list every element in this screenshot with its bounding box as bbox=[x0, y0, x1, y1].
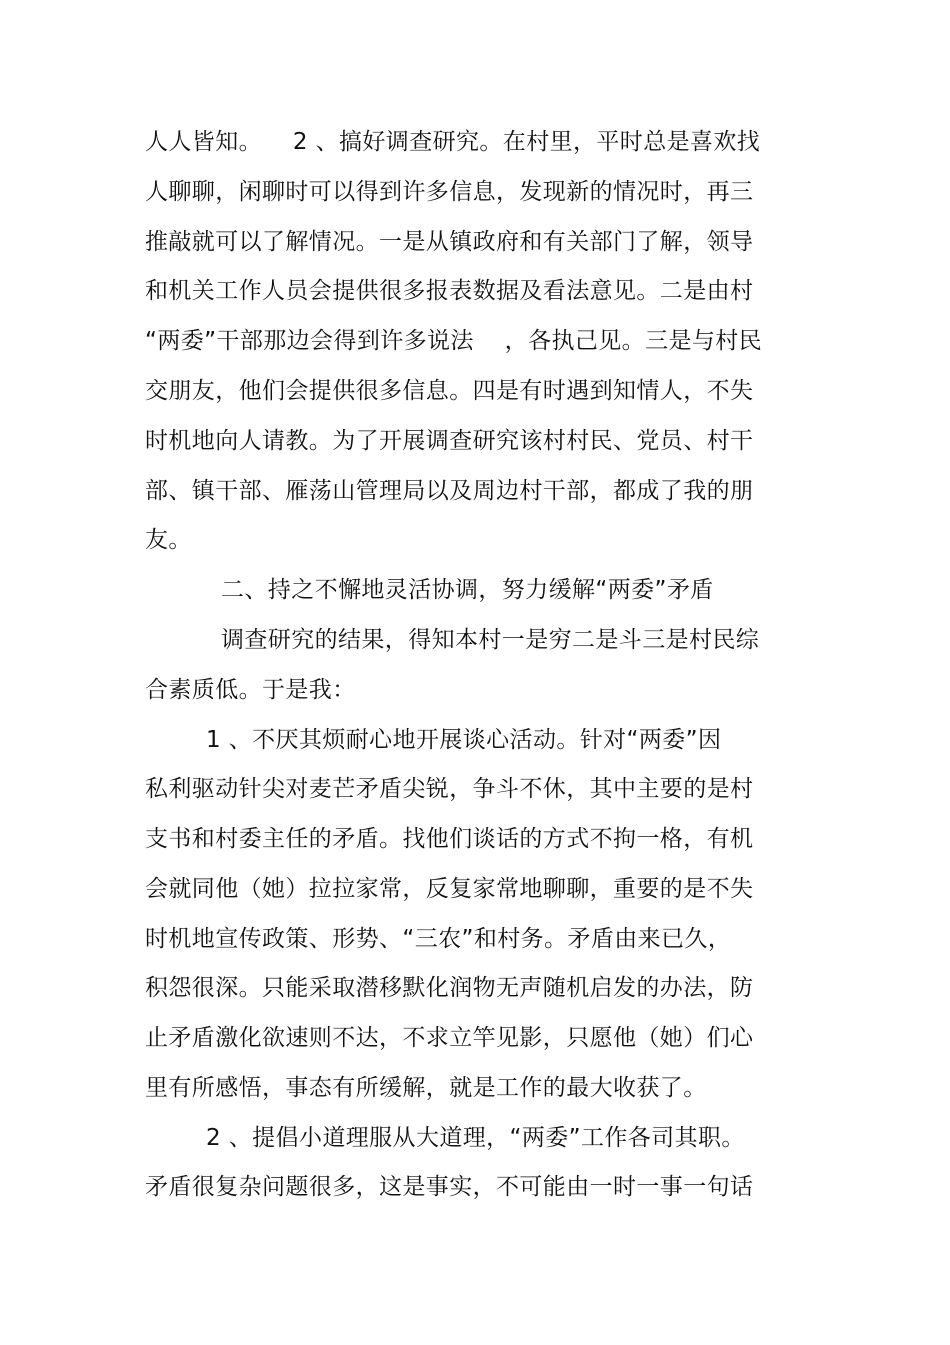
text-line: 私利驱动针尖对麦芒矛盾尖锐，争斗不休，其中主要的是村 bbox=[145, 776, 754, 802]
text-line: 止矛盾激化欲速则不达，不求立竿见影，只愿他（她）们心 bbox=[145, 1025, 754, 1051]
text-line: 推敲就可以了解情况。一是从镇政府和有关部门了解，领导 bbox=[145, 229, 754, 255]
text-line: 部、镇干部、雁荡山管理局以及周边村干部，都成了我的朋 bbox=[145, 478, 754, 504]
text-line: 积怨很深。只能采取潜移默化润物无声随机启发的办法，防 bbox=[145, 975, 754, 1001]
text-line: 里有所感悟，事态有所缓解，就是工作的最大收获了。 bbox=[145, 1075, 707, 1101]
text-line: 人聊聊，闲聊时可以得到许多信息，发现新的情况时，再三 bbox=[145, 179, 754, 205]
text-line: “两委”干部那边会得到许多说法 ，各执己见。三是与村民 bbox=[145, 328, 763, 354]
text-line: 支书和村委主任的矛盾。找他们谈话的方式不拘一格，有机 bbox=[145, 826, 754, 852]
text-line: 人人皆知。 2 、搞好调查研究。在村里，平时总是喜欢找 bbox=[145, 129, 761, 155]
text-line: 1 、不厌其烦耐心地开展谈心活动。针对“两委”因 bbox=[206, 727, 722, 753]
text-line: 合素质低。于是我： bbox=[145, 677, 356, 703]
text-line: 会就同他（她）拉拉家常，反复家常地聊聊，重要的是不失 bbox=[145, 876, 754, 902]
text-line: 时机地向人请教。为了开展调查研究该村村民、党员、村干 bbox=[145, 428, 754, 454]
text-line: 矛盾很复杂问题很多，这是事实，不可能由一时一事一句话 bbox=[145, 1174, 754, 1200]
text-line: 调查研究的结果，得知本村一是穷二是斗三是村民综 bbox=[221, 627, 760, 653]
text-line: 和机关工作人员会提供很多报表数据及看法意见。二是由村 bbox=[145, 278, 754, 304]
section-heading: 二、持之不懈地灵活协调，努力缓解“两委”矛盾 bbox=[221, 577, 714, 603]
text-line: 友。 bbox=[145, 527, 192, 553]
text-line: 时机地宣传政策、形势、“三农”和村务。矛盾由来已久， bbox=[145, 926, 732, 952]
text-line: 2 、提倡小道理服从大道理，“两委”工作各司其职。 bbox=[206, 1125, 745, 1151]
text-line: 交朋友，他们会提供很多信息。四是有时遇到知情人，不失 bbox=[145, 378, 754, 404]
